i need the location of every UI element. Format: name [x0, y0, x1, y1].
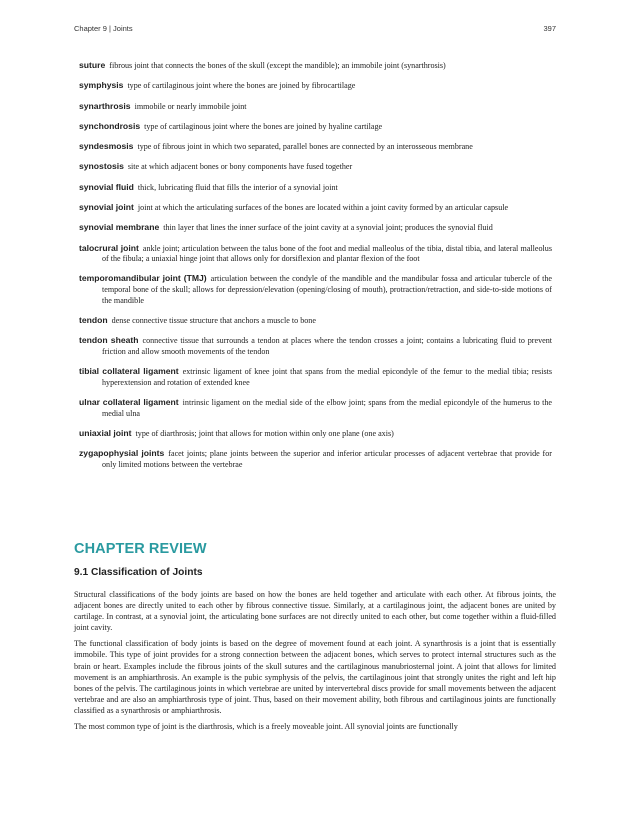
glossary-entry: [79, 315, 552, 327]
glossary-definition: fibrous joint that connects the bones of the skull (except the mandible); an immobile joint (synarthrosis): [109, 61, 446, 70]
glossary-definition: type of cartilaginous joint where the bones are joined by hyaline cartilage: [144, 121, 383, 131]
glossary-term: uniaxial joint: [79, 427, 132, 438]
glossary-definition: extrinsic ligament of knee joint that spans from the medial epicondyle of the femur to the medial tibia; resists hyperextension and rotation of extended knee: [102, 367, 552, 387]
review-paragraph: Structural classifications of the body joints are based on how the bones are held together and articulate with each other. At fibrous joints, the adjacent bones are directly united to each other by fibrous connective tissue. Similarly, at a cartilaginous joint, the adjacent bones are united by cartilage. In contrast, at a synovial joint, the articulating bone surfaces are not directly united to each other, but come together within a fluid-filled joint cavity.: [74, 590, 556, 633]
glossary-term: tendon: [79, 314, 108, 325]
review-paragraph: The most common type of joint is the diarthrosis, which is a freely moveable joint. All synovial joints are functionally: [74, 722, 458, 732]
glossary-definition: intrinsic ligament on the medial side of the elbow joint; spans from the medial epicondyle of the humerus to the medial ulna: [102, 397, 552, 418]
glossary-term: tendon sheath: [79, 335, 139, 346]
glossary-entry: [79, 428, 552, 440]
glossary-definition: ankle joint; articulation between the talus bone of the foot and medial malleolus of the tibia, distal tibia, and lateral malleolus of the fibula; a uniaxial hinge joint that allows only for dorsiflexion and plantar flexion of the foot: [102, 243, 552, 264]
glossary-entry: [79, 335, 552, 357]
glossary-entry: [79, 397, 552, 419]
glossary-entry: [79, 222, 552, 234]
glossary-definition: thin layer that lines the inner surface of the joint cavity at a synovial joint; produces the synovial fluid: [163, 223, 493, 233]
glossary-term: synostosis: [79, 161, 124, 172]
glossary-term: symphysis: [79, 80, 124, 91]
glossary-definition: articulation between the condyle of the mandible and the mandibular fossa and articular tubercle of the temporal bone of the skull; allows for depression/elevation (opening/closing of mouth), protraction/retraction, and side-to-side motions of the mandible: [102, 274, 553, 305]
glossary-term: zygapophysial joints: [79, 448, 165, 459]
glossary-term: syndesmosis: [79, 141, 134, 152]
glossary-term: tibial collateral ligament: [79, 366, 179, 377]
glossary-term: talocrural joint: [79, 242, 139, 253]
glossary-entry: [79, 243, 552, 265]
glossary-list: [79, 60, 552, 479]
glossary-term: synchondrosis: [79, 120, 141, 131]
glossary-definition: type of fibrous joint in which two separated, parallel bones are connected by an interosseous membrane: [137, 142, 473, 152]
section-heading: 9.1 Classification of Joints: [74, 567, 203, 578]
glossary-term: ulnar collateral ligament: [79, 396, 179, 407]
glossary-entry: [79, 161, 552, 173]
chapter-review: [74, 541, 556, 737]
glossary-definition: immobile or nearly immobile joint: [134, 101, 247, 111]
glossary-entry: [79, 141, 552, 153]
glossary-definition: dense connective tissue structure that anchors a muscle to bone: [111, 315, 316, 325]
glossary-definition: type of diarthrosis; joint that allows for motion within only one plane (one axis): [135, 428, 394, 438]
review-paragraph: The functional classification of body joints is based on the degree of movement found at each joint. A synarthrosis is a joint that is essentially immobile. This type of joint provides for a strong connection between the adjacent bones, which serves to protect internal structures such as the brain or heart. Examples include the fibrous joints of the skull sutures and the cartilaginous manubriosternal joint. A joint that allows for limited movement is an amphiarthrosis. An example is the pubic symphysis of the pelvis, the cartilaginous joint that strongly unites the right and left hip bones of the pelvis. The cartilaginous joints in which vertebrae are united by intervertebral discs provide for small movements between the adjacent vertebrae and are also an amphiarthrosis type of joint. Thus, based on their movement ability, both fibrous and cartilaginous joints are functionally classified as a synarthrosis or amphiarthrosis.: [74, 639, 556, 715]
glossary-term: synovial fluid: [79, 181, 134, 192]
chapter-review-heading: CHAPTER REVIEW: [74, 541, 207, 557]
glossary-definition: joint at which the articulating surfaces of the bones are located within a joint cavity formed by an articular capsule: [137, 202, 509, 212]
glossary-entry: [79, 80, 552, 92]
glossary-term: temporomandibular joint (TMJ): [79, 273, 207, 284]
glossary-definition: type of cartilaginous joint where the bones are joined by fibrocartilage: [127, 81, 356, 91]
glossary-term: synovial membrane: [79, 222, 160, 233]
glossary-definition: thick, lubricating fluid that fills the interior of a synovial joint: [137, 182, 338, 192]
glossary-entry: [79, 60, 552, 72]
page-number: 397: [543, 24, 556, 33]
glossary-entry: [79, 448, 552, 470]
glossary-entry: [79, 273, 552, 306]
glossary-term: synovial joint: [79, 201, 134, 212]
glossary-entry: [79, 202, 552, 214]
glossary-definition: connective tissue that surrounds a tendon at places where the tendon crosses a joint; contains a lubricating fluid to prevent friction and allow smooth movements of the tendon: [102, 336, 552, 356]
glossary-entry: [79, 182, 552, 194]
glossary-entry: [79, 366, 552, 388]
glossary-entry: [79, 101, 552, 113]
glossary-definition: facet joints; plane joints between the superior and inferior articular processes of adjacent vertebrae that provide for only limited motions between the vertebrae: [102, 449, 552, 469]
glossary-entry: [79, 121, 552, 133]
chapter-label: Chapter 9 | Joints: [74, 24, 133, 33]
glossary-definition: site at which adjacent bones or bony components have fused together: [127, 162, 353, 172]
glossary-term: suture: [79, 60, 106, 70]
glossary-term: synarthrosis: [79, 100, 131, 111]
page-header: [74, 24, 556, 36]
